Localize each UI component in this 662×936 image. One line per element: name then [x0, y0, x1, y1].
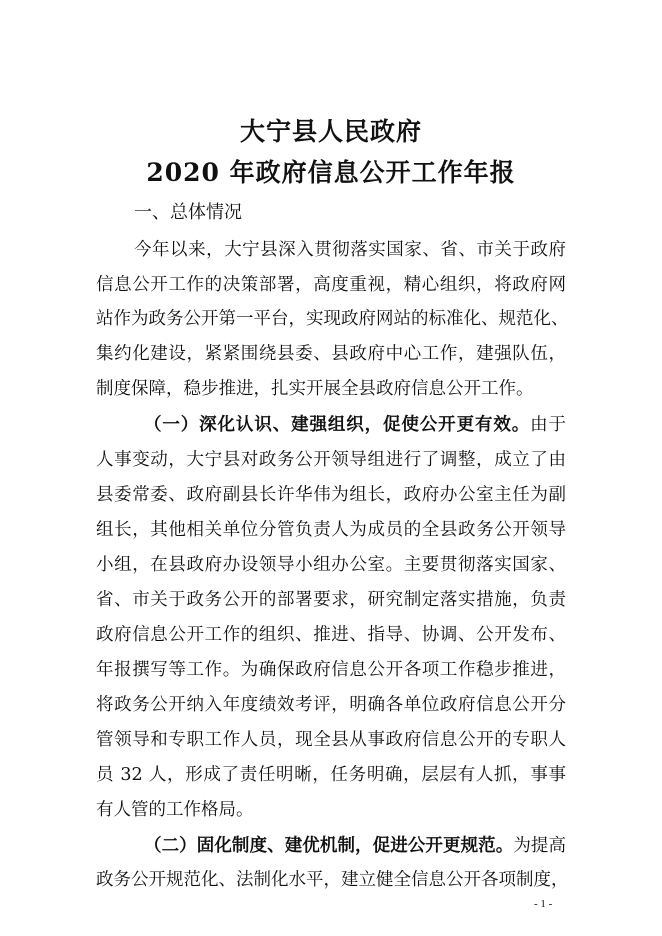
subsection-2-heading: （二）固化制度、建优机制，促进公开更规范。	[144, 836, 514, 856]
subsection-1-first-line-rest: 由于	[530, 415, 567, 435]
page-number: - 1 -	[534, 898, 553, 910]
paragraph-line: 小组，在县政府办设领导小组办公室。主要贯彻落实国家、	[96, 555, 566, 575]
paragraph-line: 人事变动，大宁县对政务公开领导组进行了调整，成立了由	[96, 450, 566, 470]
paragraph-line: 员 32 人，形成了责任明晰，任务明确，层层有人抓，事事	[96, 765, 566, 785]
paragraph-line: 省、市关于政务公开的部署要求，研究制定落实措施，负责	[96, 590, 566, 610]
subsection-2-first-line	[144, 832, 566, 860]
paragraph-line: 站作为政务公开第一平台，实现政府网站的标准化、规范化、	[96, 309, 569, 329]
paragraph-line: 信息公开工作的决策部署，高度重视，精心组织，将政府网	[96, 275, 566, 295]
paragraph-line: 将政务公开纳入年度绩效考评，明确各单位政府信息公开分	[96, 695, 566, 715]
section-heading-overview: 一、总体情况	[134, 202, 242, 223]
paragraph-line: 年报撰写等工作。为确保政府信息公开各项工作稳步推进，	[96, 660, 566, 680]
paragraph-line: 集约化建设，紧紧围绕县委、县政府中心工作，建强队伍，	[96, 344, 566, 364]
subsection-1-heading: （一）深化认识、建强组织，促使公开更有效。	[144, 415, 531, 435]
paragraph-line: 制度保障，稳步推进，扎实开展全县政府信息公开工作。	[96, 379, 534, 399]
paragraph-line: 组长，其他相关单位分管负责人为成员的全县政务公开领导	[96, 520, 566, 540]
paragraph-line: 政务公开规范化、法制化水平，建立健全信息公开各项制度，	[96, 870, 569, 890]
paragraph-line: 管领导和专职工作人员，现全县从事政府信息公开的专职人	[96, 730, 566, 750]
paragraph-line: 政府信息公开工作的组织、推进、指导、协调、公开发布、	[96, 625, 566, 645]
subsection-1-first-line	[144, 411, 566, 439]
document-title-line-2: 2020 年政府信息公开工作年报	[146, 158, 516, 187]
document-title-line-1: 大宁县人民政府	[239, 117, 422, 146]
paragraph-line: 有人管的工作格局。	[96, 800, 254, 820]
subsection-2-first-line-rest: 为提高	[513, 836, 567, 856]
paragraph-line: 县委常委、政府副县长许华伟为组长，政府办公室主任为副	[96, 485, 566, 505]
paragraph-line: 今年以来，大宁县深入贯彻落实国家、省、市关于政府	[134, 240, 566, 260]
